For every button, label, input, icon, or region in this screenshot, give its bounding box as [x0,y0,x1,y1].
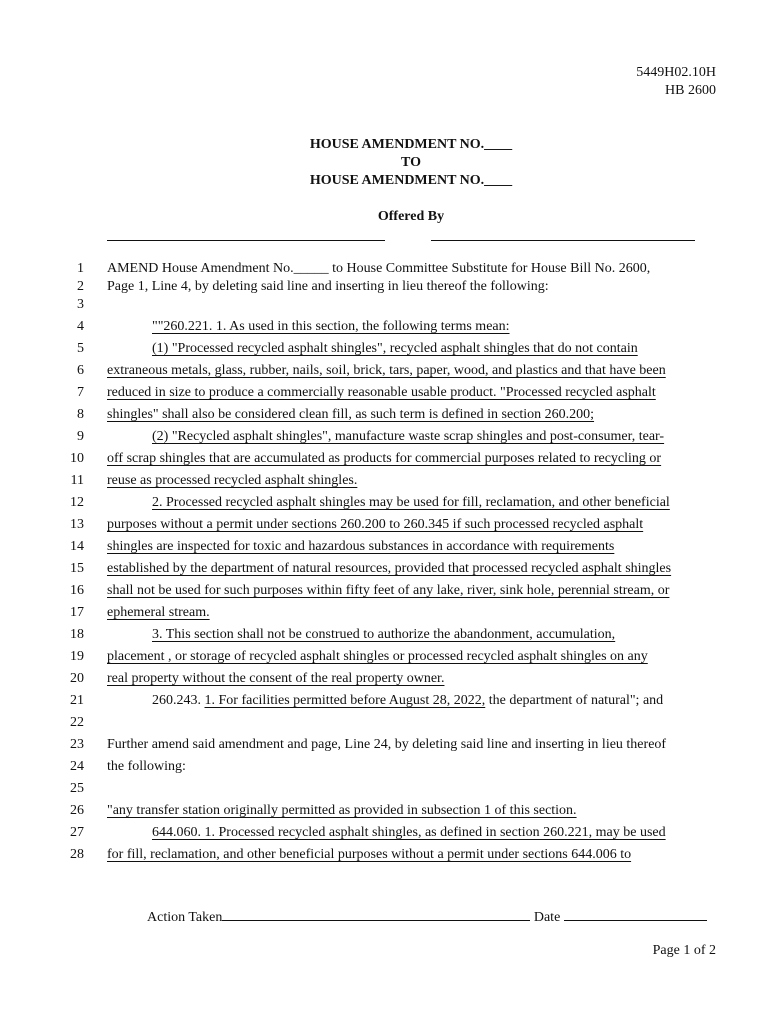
line-number: 15 [70,561,84,576]
line-number: 17 [70,605,84,620]
line-text: 3. This section shall not be construed to authorize the abandonment, accumulation, [152,627,616,642]
line-text: real property without the consent of the real property owner. [107,671,445,686]
offered-by: Offered By [377,209,445,224]
line-number: 25 [70,781,84,796]
line-number: 26 [70,803,84,818]
line-number: 24 [70,759,84,774]
sponsor-signature-line-1 [107,240,385,241]
bill-number: HB 2600 [665,83,716,98]
line-text: ephemeral stream. [107,605,210,620]
line-number: 9 [77,429,84,444]
line-text: reduced in size to produce a commercially reasonable usable product. "Processed recycled asphalt [107,385,656,400]
document-code: 5449H02.10H [636,65,716,80]
line-number: 7 [77,385,84,400]
line-text: shingles are inspected for toxic and hazardous substances in accordance with requirements [107,539,615,554]
amendment-to: TO [401,155,421,170]
underlined-text: 1. For facilities permitted before August 28, 2022, [204,693,486,708]
line-number: 12 [70,495,84,510]
line-text: 2. Processed recycled asphalt shingles may be used for fill, reclamation, and other beneficial [152,495,670,510]
line-text: (2) "Recycled asphalt shingles", manufacture waste scrap shingles and post-consumer, tear- [152,429,665,444]
line-text: (1) "Processed recycled asphalt shingles", recycled asphalt shingles that do not contain [152,341,638,356]
line-number: 28 [70,847,84,862]
amendment-title-2: HOUSE AMENDMENT NO.____ [309,173,513,188]
line-text: 644.060. 1. Processed recycled asphalt shingles, as defined in section 260.221, may be used [152,825,666,840]
amendment-title: HOUSE AMENDMENT NO.____ [309,137,513,152]
line-number: 10 [70,451,84,466]
action-taken-row [147,906,707,927]
line-text [152,692,663,710]
line-number: 20 [70,671,84,686]
line-number: 2 [77,279,84,294]
line-text: shingles" shall also be considered clean fill, as such term is defined in section 260.200; [107,407,595,422]
line-number: 27 [70,825,84,840]
line-number: 4 [77,319,84,334]
line-number: 16 [70,583,84,598]
line-text: off scrap shingles that are accumulated as products for commercial purposes related to recycling or [107,451,662,466]
line-text: established by the department of natural resources, provided that processed recycled asphalt shingles [107,561,672,576]
page-number: Page 1 of 2 [652,943,716,958]
line-number: 13 [70,517,84,532]
line-text: extraneous metals, glass, rubber, nails, soil, brick, tars, paper, wood, and plastics and that have been [107,363,666,378]
line-text: purposes without a permit under sections 260.200 to 260.345 if such processed recycled asphalt [107,517,644,532]
line-text: Further amend said amendment and page, Line 24, by deleting said line and inserting in lieu thereof [107,737,667,752]
date-field[interactable] [564,906,707,921]
line-number: 1 [77,261,84,276]
date-label: Date [533,910,561,925]
line-number: 23 [70,737,84,752]
trailing-text: the department of natural"; and [485,693,664,708]
line-number: 19 [70,649,84,664]
line-number: 18 [70,627,84,642]
line-number: 5 [77,341,84,356]
line-number: 6 [77,363,84,378]
line-text: for fill, reclamation, and other beneficial purposes without a permit under sections 644.006 to [107,847,632,862]
line-text: Page 1, Line 4, by deleting said line and inserting in lieu thereof the following: [107,279,549,294]
line-number: 22 [70,715,84,730]
line-text: "any transfer station originally permitted as provided in subsection 1 of this section. [107,803,577,818]
sponsor-signature-line-2 [431,240,695,241]
line-number: 14 [70,539,84,554]
section-number: 260.243. [152,693,205,708]
line-text: reuse as processed recycled asphalt shingles. [107,473,358,488]
line-text: shall not be used for such purposes within fifty feet of any lake, river, sink hole, perennial stream, or [107,583,670,598]
line-text: the following: [107,759,186,774]
line-text: placement , or storage of recycled asphalt shingles or processed recycled asphalt shingles on any [107,649,648,664]
line-text: ""260.221. 1. As used in this section, the following terms mean: [152,319,510,334]
line-number: 3 [77,297,84,312]
line-number: 21 [70,693,84,708]
line-number: 8 [77,407,84,422]
line-number: 11 [70,473,84,488]
action-taken-label: Action Taken [147,910,223,925]
action-taken-field[interactable] [222,906,530,921]
line-text: AMEND House Amendment No._____ to House Committee Substitute for House Bill No. 2600, [107,261,651,276]
